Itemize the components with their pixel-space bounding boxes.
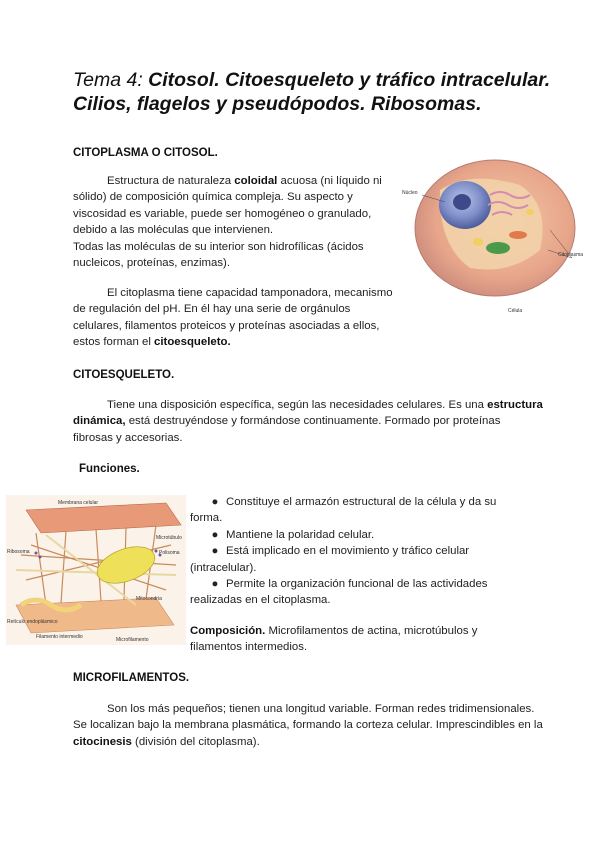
bold-text: estructura dinámica,	[73, 399, 543, 428]
vesicle	[526, 209, 534, 215]
label-filamento-intermedio: Filamento intermedio	[36, 634, 83, 640]
label-celula: Célula	[508, 308, 523, 314]
bullet-icon: ●	[211, 496, 219, 508]
chloroplast-like-organelle	[486, 242, 510, 254]
paragraph-citoplasma-3	[73, 285, 395, 351]
list-item	[190, 494, 510, 527]
heading-citoesqueleto: CITOESQUELETO.	[73, 369, 175, 381]
label-microfilamento: Microfilamento	[116, 637, 149, 643]
label-citoplasma: Citoplasma	[558, 252, 584, 258]
text: Microfilamentos de actina, microtúbulos y filamentos intermedios.	[190, 625, 478, 654]
nucleolus	[453, 194, 471, 210]
mitochondrion	[509, 231, 527, 239]
text: está destruyéndose y formándose continuamente. Formado por proteínas fibrosas y accesorias.	[73, 415, 501, 444]
cytoskeleton-diagram-image	[6, 495, 186, 645]
title-line1: Citosol. Citoesqueleto y tráfico intracelular.	[148, 69, 551, 91]
paragraph-microfilamentos	[73, 701, 543, 750]
text: Tiene una disposición específica, según las necesidades celulares. Es una	[107, 399, 488, 411]
text: Son los más pequeños; tienen una longitud variable. Forman redes tridimensionales. Se localizan bajo la membrana plasmática, formando la corteza celular. Imprescindibles en la	[73, 703, 543, 732]
label-membrana: Membrana celular	[58, 500, 99, 506]
list-item-text: Permite la organización funcional de las actividades realizadas en el citoplasma.	[190, 578, 488, 607]
text: (división del citoplasma).	[131, 735, 260, 748]
paragraph-citoplasma-2: Todas las moléculas de su interior son hidrofílicas (ácidos nucleicos, proteínas, enzimas).	[73, 241, 364, 270]
label-microtubulo: Microtúbulo	[156, 535, 182, 541]
bullet-icon: ●	[211, 545, 219, 558]
label-mitocondria: Mitocondria	[136, 596, 162, 602]
list-item-text: Está implicado en el movimiento y tráfico celular (intracelular).	[190, 545, 470, 574]
bold-text: citoesqueleto.	[154, 336, 231, 349]
vesicle	[473, 238, 483, 246]
bullet-icon: ●	[211, 528, 219, 541]
text: El citoplasma tiene capacidad tamponadora, mecanismo de regulación del pH. En él hay una serie de orgánulos celulares, filamentos proteicos y proteínas asociadas a ellos, estos forman el	[73, 287, 393, 349]
bold-text: citocinesis	[73, 735, 132, 748]
heading-microfilamentos: MICROFILAMENTOS.	[73, 672, 190, 684]
label-reticulo: Retículo endoplásmico	[7, 619, 58, 625]
bold-text: Composición.	[190, 625, 266, 637]
label-ribosoma: Ribosoma	[7, 549, 30, 555]
label-nucleo: Núcleo	[402, 190, 418, 196]
label-polisoma: Polisoma	[159, 550, 180, 556]
page-title	[73, 68, 573, 116]
paragraph-citoplasma-1	[73, 173, 395, 239]
title-line2: Cilios, flagelos y pseudópodos. Ribosomas.	[73, 93, 482, 115]
cell-diagram-image	[400, 150, 590, 320]
text: Estructura de naturaleza	[107, 175, 235, 187]
heading-funciones: Funciones.	[79, 463, 140, 475]
bold-text: coloidal	[234, 175, 278, 187]
paragraph-citoesqueleto	[73, 397, 543, 446]
list-item-text: Mantiene la polaridad celular.	[226, 528, 375, 541]
list-item-text: Constituye el armazón estructural de la célula y da su forma.	[190, 496, 497, 525]
title-prefix: Tema 4:	[73, 69, 149, 91]
paragraph-composicion	[190, 623, 510, 656]
bullet-icon: ●	[211, 578, 219, 591]
heading-citoplasma: CITOPLASMA O CITOSOL.	[73, 147, 218, 159]
functions-list	[190, 494, 510, 609]
text: acuosa (ni líquido ni sólido) de composición química compleja. Su aspecto y viscosidad es variable, puede ser homogéneo o granulado, debido a las moléculas que intervienen.	[73, 175, 382, 237]
list-item	[190, 576, 510, 609]
list-item	[190, 543, 510, 576]
list-item	[190, 527, 510, 543]
